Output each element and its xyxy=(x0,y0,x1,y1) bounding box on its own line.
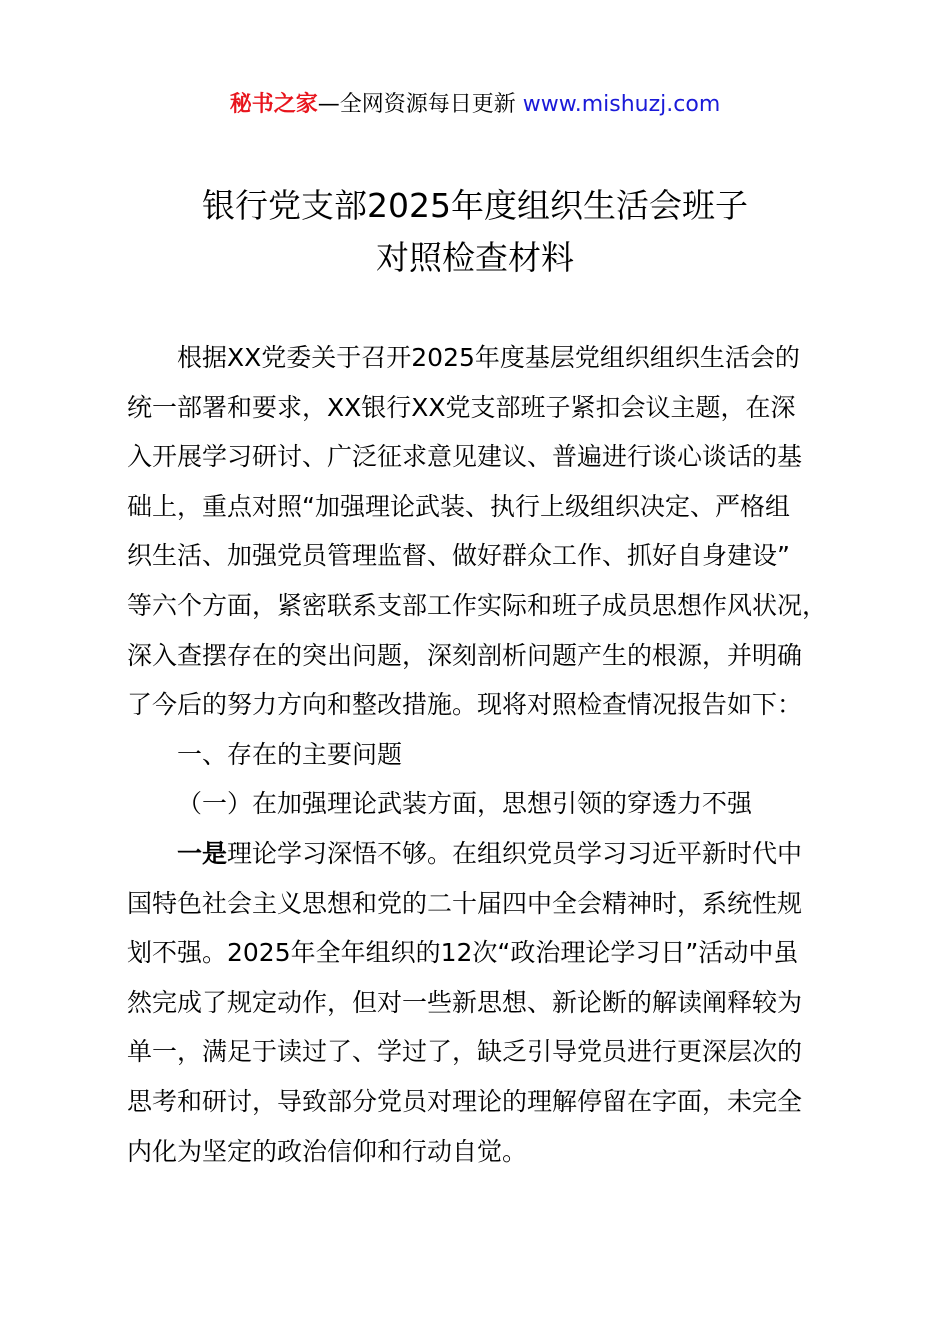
paragraph-line: 础上，重点对照“加强理论武装、执行上级组织决定、严格组 xyxy=(127,491,790,521)
document-title xyxy=(0,180,950,284)
document-body xyxy=(127,333,827,1176)
title-line-1: 银行党支部2025年度组织生活会班子 xyxy=(202,186,748,225)
paragraph-line: 织生活、加强党员管理监督、做好群众工作、抓好自身建设” xyxy=(127,541,790,571)
paragraph-line: 内化为坚定的政治信仰和行动自觉。 xyxy=(127,1136,528,1166)
paragraph-line: 思考和研讨，导致部分党员对理论的理解停留在字面，未完全 xyxy=(127,1086,803,1116)
paragraph-line: 统一部署和要求，XX银行XX党支部班子紧扣会议主题，在深 xyxy=(127,392,796,422)
paragraph-line: 深入查摆存在的突出问题，深刻剖析问题产生的根源，并明确 xyxy=(127,640,803,670)
intro-paragraph xyxy=(127,333,827,730)
site-url-link[interactable]: www.mishuzj.com xyxy=(522,92,721,117)
paragraph-line: 国特色社会主义思想和党的二十届四中全会精神时，系统性规 xyxy=(127,888,803,918)
paragraph-line: 然完成了规定动作，但对一些新思想、新论断的解读阐释较为 xyxy=(127,987,803,1017)
point-paragraph xyxy=(127,829,827,1176)
subsection-heading: （一）在加强理论武装方面，思想引领的穿透力不强 xyxy=(177,789,753,819)
brand-name: 秘书之家 xyxy=(229,92,318,117)
paragraph-line: 入开展学习研讨、广泛征求意见建议、普遍进行谈心谈话的基 xyxy=(127,442,803,472)
point-lead: 一是 xyxy=(177,838,228,868)
title-line-2: 对照检查材料 xyxy=(376,238,574,277)
paragraph-line: 了今后的努力方向和整改措施。现将对照检查情况报告如下： xyxy=(127,690,803,720)
site-header xyxy=(0,88,950,122)
paragraph-line: 划不强。2025年全年组织的12次“政治理论学习日”活动中虽 xyxy=(127,938,799,968)
header-tagline: —全网资源每日更新 xyxy=(317,92,516,117)
paragraph-line: 等六个方面，紧密联系支部工作实际和班子成员思想作风状况， xyxy=(127,590,828,620)
point-first-line: 理论学习深悟不够。在组织党员学习习近平新时代中 xyxy=(227,838,803,868)
section-heading: 一、存在的主要问题 xyxy=(177,739,403,769)
paragraph-line: 单一，满足于读过了、学过了，缺乏引导党员进行更深层次的 xyxy=(127,1037,803,1067)
paragraph-line xyxy=(127,829,827,879)
paragraph-line: 根据XX党委关于召开2025年度基层党组织组织生活会的 xyxy=(177,343,800,372)
